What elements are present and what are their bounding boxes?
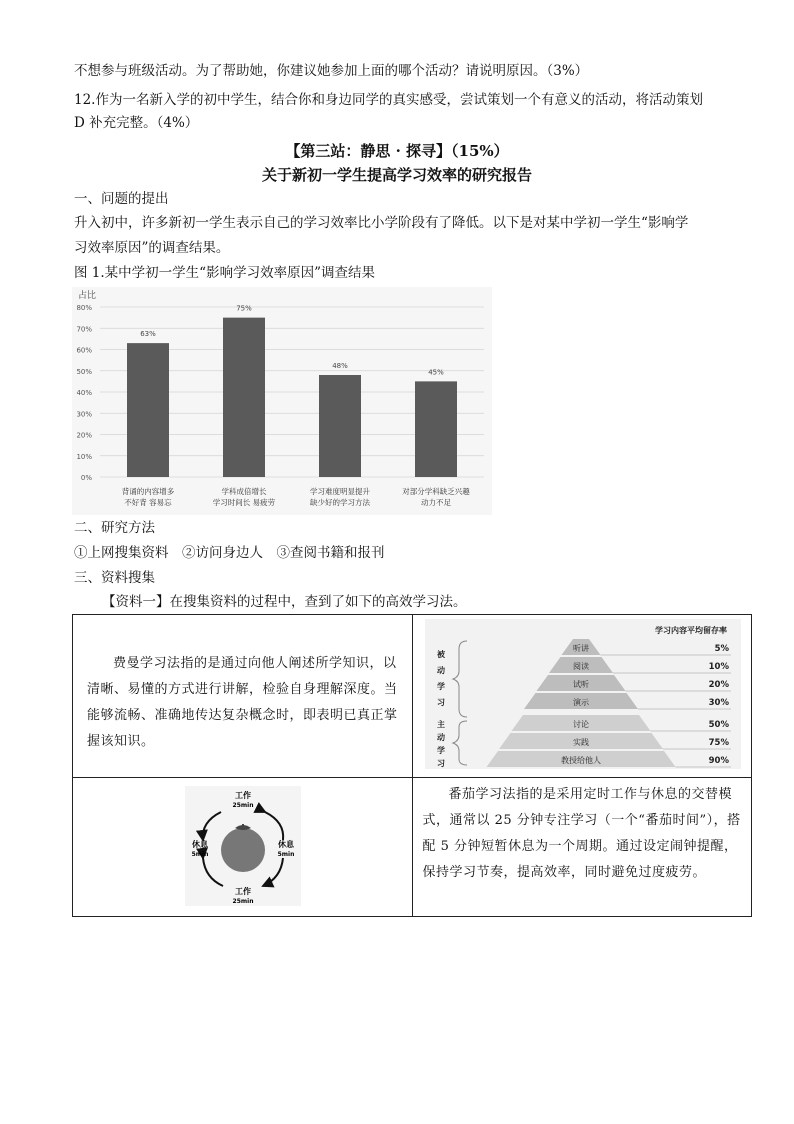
intro-line-1: 升入初中，许多新初一学生表示自己的学习效率比小学阶段有了降低。以下是对某中学初一学生“影响学 xyxy=(74,215,689,231)
cycle-right-label: 休息 xyxy=(278,840,294,849)
material-1-intro: 【资料一】在搜集资料的过程中，查到了如下的高效学习法。 xyxy=(102,594,467,610)
chart-category-label: 缺少好的学习方法 xyxy=(310,498,370,507)
pyramid-rate: 50% xyxy=(708,720,729,730)
chart-category-label: 不好背 容易忘 xyxy=(124,498,172,507)
cycle-left-label: 休息 xyxy=(192,840,208,849)
chart-bar xyxy=(415,381,457,477)
chart-category-label: 学习难度明显提升 xyxy=(310,487,370,496)
cycle-right-time: 5min xyxy=(277,851,295,858)
methods: ①上网搜集资料 ②访问身边人 ③查阅书籍和报刊 xyxy=(74,545,385,561)
chart-ytick-label: 20% xyxy=(76,431,92,440)
question-12: 12.作为一名新入学的初中学生，结合你和身边同学的真实感受，尝试策划一个有意义的活动，将活动策划 xyxy=(74,92,703,108)
chart-bar xyxy=(127,343,169,477)
question-11-tail: 不想参与班级活动。为了帮助她，你建议她参加上面的哪个活动？请说明原因。（3%） xyxy=(74,63,589,79)
pyramid-rate: 20% xyxy=(708,680,729,690)
active-learning-label: 主 xyxy=(436,720,445,729)
section-3-heading: 三、资料搜集 xyxy=(74,570,155,586)
chart-category-label: 背诵的内容增多 xyxy=(121,487,175,496)
chart-ytick-label: 0% xyxy=(80,474,92,482)
active-learning-label: 学 xyxy=(436,746,445,755)
station-heading: 【第三站：静思 · 探寻】（15%） xyxy=(285,142,509,160)
pyramid-layer-label: 实践 xyxy=(572,738,589,747)
figure-caption: 图 1.某中学初一学生“影响学习效率原因”调查结果 xyxy=(74,265,375,281)
pomodoro-cycle-diagram xyxy=(73,778,411,912)
chart-ytick-label: 60% xyxy=(76,346,92,355)
pyramid-rate: 10% xyxy=(708,662,729,672)
chart-ytick-label: 10% xyxy=(76,452,92,461)
section-1-heading: 一、问题的提出 xyxy=(74,191,169,207)
chart-data-label: 48% xyxy=(332,362,348,370)
cycle-top-time: 25min xyxy=(232,802,254,809)
passive-learning-label: 习 xyxy=(436,698,445,707)
pyramid-layer-label: 试听 xyxy=(572,680,589,689)
passive-learning-label: 学 xyxy=(436,682,445,691)
chart-category-label: 动力不足 xyxy=(421,498,451,507)
chart-ytick-label: 80% xyxy=(76,304,92,312)
pyramid-rate: 5% xyxy=(714,644,729,654)
pyramid-rate: 90% xyxy=(708,756,729,766)
chart-ytick-label: 30% xyxy=(76,410,92,419)
pyramid-layer-label: 讨论 xyxy=(572,720,589,729)
retention-pyramid xyxy=(413,615,751,773)
passive-learning-label: 被 xyxy=(436,650,445,659)
intro-line-2: 习效率原因”的调查结果。 xyxy=(74,240,230,256)
pyramid-rate: 75% xyxy=(708,738,729,748)
report-title: 关于新初一学生提高学习效率的研究报告 xyxy=(261,166,532,184)
pyramid-layer-label: 听讲 xyxy=(572,644,589,653)
chart-category-label: 学习时间长 易疲劳 xyxy=(212,498,276,507)
pyramid-layer-label: 阅读 xyxy=(572,662,589,671)
chart-data-label: 45% xyxy=(428,368,444,377)
chart-ytick-label: 70% xyxy=(76,325,92,334)
feynman-text: 费曼学习法指的是通过向他人阐述所学知识，以清晰、易懂的方式进行讲解，检验自身理解深度。当能够流畅、准确地传达复杂概念时，即表明已真正掌握该知识。 xyxy=(87,656,398,749)
chart-ylabel: 占比 xyxy=(78,291,97,301)
cycle-left-time: 5min xyxy=(191,851,209,858)
pomodoro-text: 番茄学习法指的是采用定时工作与休息的交替模式，通常以 25 分钟专注学习（一个“番茄时间”），搭配 5 分钟短暂休息为一个周期。通过设定闹钟提醒，保持学习节奏，提高效率，同时避免过度疲劳。 xyxy=(422,787,741,880)
chart-data-label: 75% xyxy=(236,304,252,313)
chart-data-label: 63% xyxy=(140,330,156,339)
chart-ytick-label: 50% xyxy=(76,367,92,376)
feynman-cell xyxy=(73,615,413,778)
pyramid-header: 学习内容平均留存率 xyxy=(654,626,727,635)
pyramid-cell xyxy=(412,615,752,778)
pyramid-rate: 30% xyxy=(708,698,729,708)
active-learning-label: 习 xyxy=(436,759,445,768)
pomodoro-cell xyxy=(412,778,752,917)
cycle-bottom-time: 25min xyxy=(232,898,254,905)
pyramid-layer-label: 教授给他人 xyxy=(560,756,601,765)
question-12-cont: D 补充完整。（4%） xyxy=(74,115,199,131)
chart-category-label: 对部分学科缺乏兴趣 xyxy=(402,487,470,496)
cycle-bottom-label: 工作 xyxy=(235,887,251,896)
chart-bar xyxy=(319,375,361,477)
pyramid-layer-label: 演示 xyxy=(572,698,589,707)
chart-ytick-label: 40% xyxy=(76,389,92,397)
methods-table xyxy=(72,614,752,917)
chart-bar xyxy=(223,318,265,477)
chart-category-label: 学科成倍增长 xyxy=(221,487,267,496)
section-2-heading: 二、研究方法 xyxy=(74,520,155,536)
active-learning-label: 动 xyxy=(436,733,445,742)
survey-bar-chart xyxy=(72,287,492,515)
pomodoro-image-cell xyxy=(73,778,413,917)
passive-learning-label: 动 xyxy=(436,666,445,675)
cycle-top-label: 工作 xyxy=(235,791,251,800)
